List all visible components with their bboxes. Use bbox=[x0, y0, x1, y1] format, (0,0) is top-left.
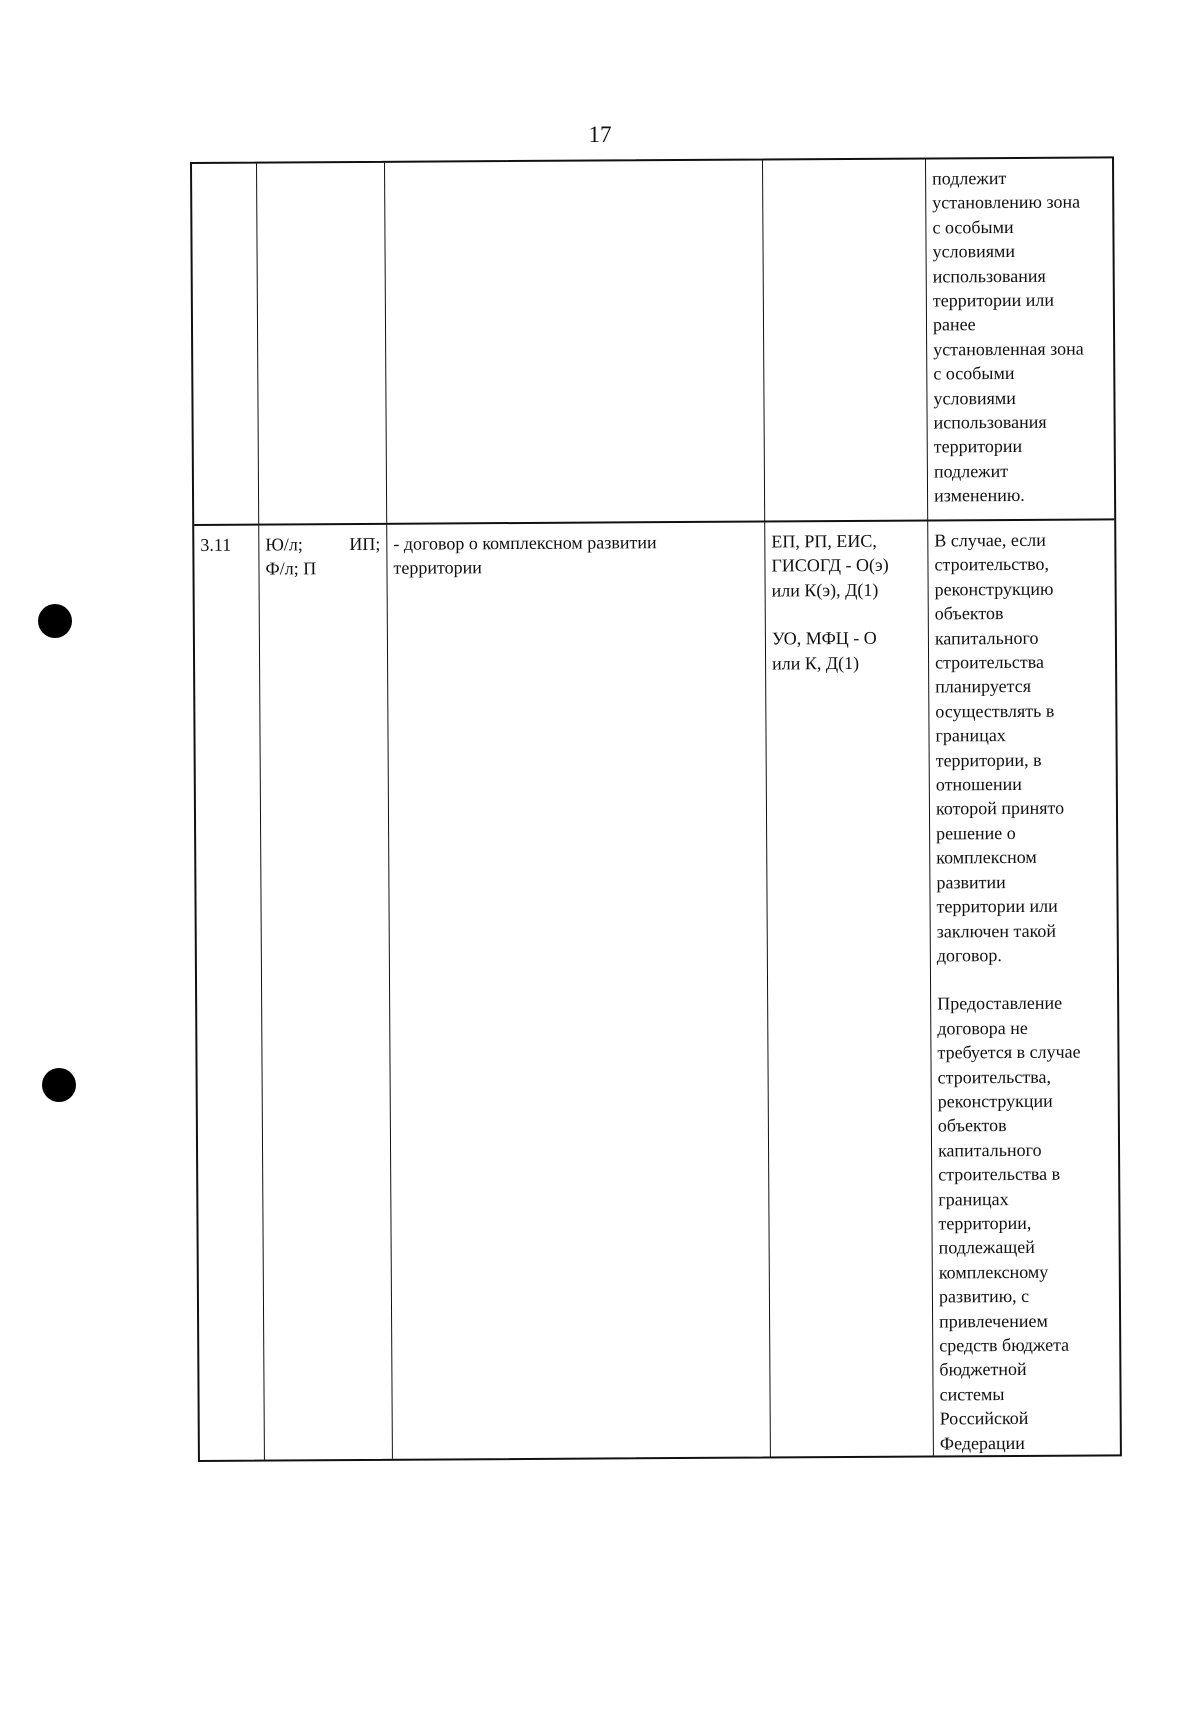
note-line: объектов bbox=[937, 1115, 1007, 1136]
cell-note bbox=[926, 158, 1114, 519]
applicant-type: Ю/л; bbox=[265, 534, 303, 555]
note-line: строительства, bbox=[937, 1066, 1052, 1087]
note-line: изменению. bbox=[933, 485, 1025, 506]
cell-channels bbox=[763, 160, 928, 521]
note-line: договора не bbox=[937, 1017, 1028, 1039]
note-line: территории, в bbox=[935, 749, 1042, 771]
note-line: которой принято bbox=[935, 798, 1065, 819]
channel-line: ГИСОГД - О(э) bbox=[771, 555, 889, 576]
channel-line: УО, МФЦ - О bbox=[771, 628, 877, 649]
channel-line: или К(э), Д(1) bbox=[771, 579, 879, 601]
note-line: заключен такой bbox=[936, 920, 1057, 941]
note-line: Российской bbox=[939, 1408, 1029, 1429]
cell-document bbox=[387, 522, 771, 1458]
note-line: бюджетной bbox=[939, 1359, 1027, 1380]
note-line: строительства в bbox=[938, 1163, 1061, 1185]
note-line: территории, bbox=[938, 1212, 1032, 1234]
note-line: с особыми bbox=[933, 363, 1015, 384]
punch-hole bbox=[38, 604, 72, 638]
note-line: требуется в случае bbox=[937, 1041, 1081, 1063]
note-line: капитального bbox=[937, 1139, 1042, 1161]
note-line: установленная зона bbox=[933, 338, 1084, 360]
cell-number bbox=[194, 526, 265, 1460]
note-line: привлечением bbox=[939, 1310, 1048, 1332]
note-line: решение о bbox=[936, 822, 1016, 844]
table-row bbox=[194, 520, 1120, 1460]
note-line: объектов bbox=[934, 603, 1004, 624]
requirements-table bbox=[190, 156, 1122, 1462]
note-line: границах bbox=[938, 1188, 1009, 1210]
cell-applicants bbox=[257, 163, 387, 524]
applicant-type: ИП; bbox=[349, 533, 381, 555]
channel-line: или К, Д(1) bbox=[772, 652, 860, 674]
note-line: реконструкции bbox=[937, 1090, 1053, 1112]
channel-line: ЕП, РП, ЕИС, bbox=[771, 530, 877, 552]
note-line: территории или bbox=[936, 895, 1058, 917]
note-line: использования bbox=[933, 411, 1047, 433]
note-line: территории или bbox=[932, 289, 1055, 311]
note-line: подлежит bbox=[932, 168, 1007, 189]
note-line: границах bbox=[935, 725, 1006, 746]
note-line: развитии bbox=[936, 871, 1006, 893]
page-number: 17 bbox=[588, 122, 612, 147]
note-line: реконструкцию bbox=[934, 578, 1054, 600]
note-line: подлежащей bbox=[938, 1237, 1035, 1258]
note-line: подлежит bbox=[933, 460, 1009, 482]
note-line: использования bbox=[932, 265, 1046, 287]
item-number: 3.11 bbox=[200, 534, 232, 555]
cell-applicants bbox=[259, 525, 393, 1460]
note-line: строительства bbox=[935, 651, 1045, 673]
applicants-line: Ф/л; П bbox=[265, 558, 317, 579]
document-line: территории bbox=[393, 557, 482, 579]
cell-number bbox=[192, 164, 259, 524]
note-line: условиями bbox=[933, 387, 1016, 409]
note-line: Федерации bbox=[939, 1432, 1025, 1454]
note-line: ранее bbox=[932, 314, 976, 335]
note-line: системы bbox=[939, 1383, 1005, 1405]
note-line: территории bbox=[933, 436, 1023, 457]
applicants-line bbox=[265, 532, 380, 557]
document-line: - договор о комплексном развитии bbox=[393, 532, 657, 554]
note-line: с особыми bbox=[932, 216, 1014, 238]
note-line: развитию, с bbox=[938, 1286, 1030, 1307]
note-line: договор. bbox=[936, 944, 1002, 966]
note-line: В случае, если bbox=[934, 529, 1046, 551]
table-row bbox=[192, 158, 1114, 526]
note-line: установлению зона bbox=[932, 191, 1081, 213]
note-line: отношении bbox=[935, 773, 1022, 795]
punch-hole bbox=[42, 1068, 76, 1102]
note-line: условиями bbox=[932, 241, 1016, 262]
note-line: строительство, bbox=[934, 554, 1050, 575]
note-line: планируется bbox=[935, 676, 1032, 697]
cell-channels bbox=[765, 521, 934, 1456]
cell-note bbox=[928, 520, 1120, 1455]
note-line: капитального bbox=[934, 627, 1039, 649]
cell-document bbox=[385, 160, 765, 522]
note-line: комплексному bbox=[938, 1261, 1049, 1283]
note-line: комплексном bbox=[936, 847, 1037, 868]
note-line: осуществлять в bbox=[935, 700, 1055, 722]
note-line: Предоставление bbox=[937, 993, 1063, 1014]
note-line: средств бюджета bbox=[939, 1334, 1070, 1356]
